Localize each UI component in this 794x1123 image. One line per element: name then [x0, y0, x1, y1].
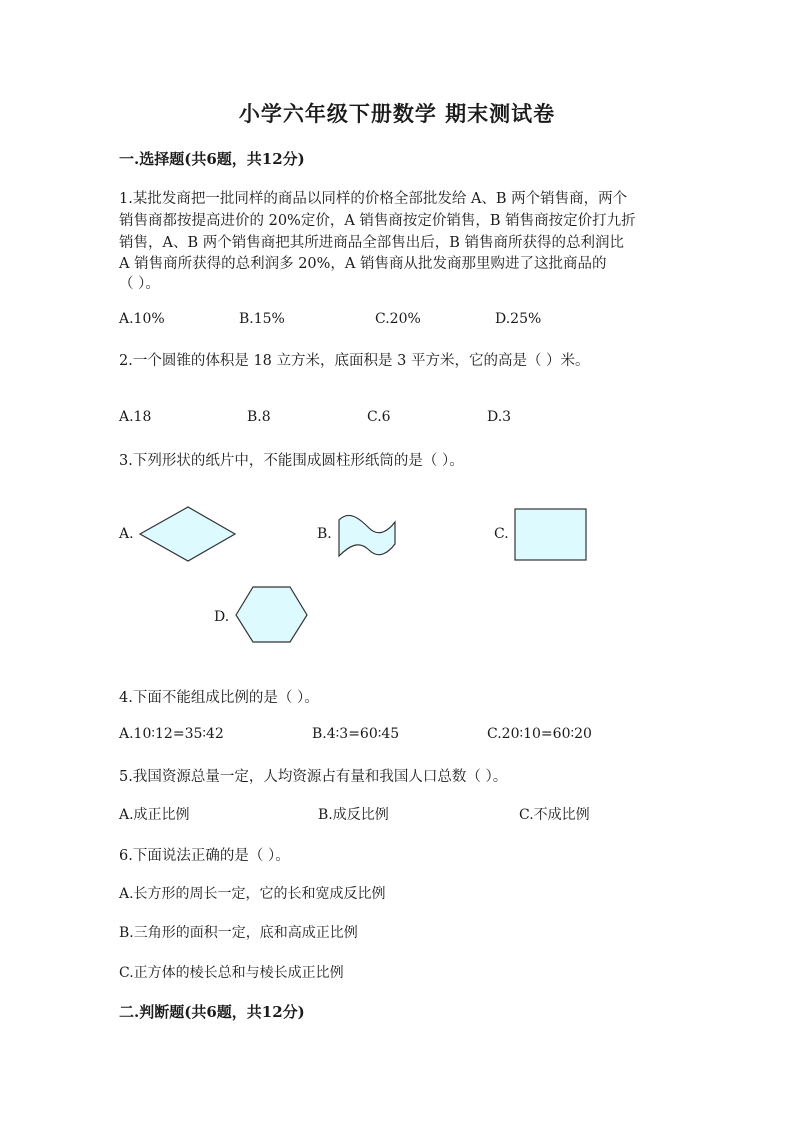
question-1-option-a: A.10%: [119, 311, 165, 327]
question-3-option-d-label: D.: [214, 609, 230, 625]
question-4-option-b: B.4∶3=60∶45: [312, 726, 400, 742]
question-5-option-c: C.不成比例: [519, 807, 590, 823]
page-title: 小学六年级下册数学 期末测试卷: [238, 101, 556, 126]
question-2-option-d: D.3: [487, 409, 512, 425]
question-1-line-2: 销售商都按提高进价的 20%定价，A 销售商按定价销售，B 销售商按定价打九折: [119, 213, 636, 229]
question-3-text: 3.下列形状的纸片中，不能围成圆柱形纸筒的是（ ）。: [119, 453, 464, 469]
section-heading-judgement: 二.判断题(共6题，共12分): [119, 1003, 305, 1021]
question-1-option-c: C.20%: [375, 311, 421, 327]
question-5-option-a: A.成正比例: [119, 807, 190, 823]
question-2-text: 2.一个圆锥的体积是 18 立方米，底面积是 3 平方米，它的高是（ ）米。: [119, 353, 590, 369]
question-6-option-b: B.三角形的面积一定，底和高成正比例: [119, 925, 358, 941]
question-1-line-5: （ ）。: [119, 276, 160, 292]
question-2-option-c: C.6: [367, 409, 391, 425]
question-1-line-4: A 销售商所获得的总利润多 20%，A 销售商从批发商那里购进了这批商品的: [119, 256, 607, 272]
question-3-option-a-label: A.: [119, 526, 134, 542]
hexagon-shape: [235, 586, 309, 644]
question-3-option-b-label: B.: [317, 526, 332, 542]
wavy-flag-shape: [335, 514, 399, 558]
question-1-line-1: 1.某批发商把一批同样的商品以同样的价格全部批发给 A、B 两个销售商，两个: [119, 191, 628, 207]
question-5-option-b: B.成反比例: [318, 807, 389, 823]
question-1-line-3: 销售，A、B 两个销售商把其所进商品全部售出后，B 销售商所获得的总利润比: [119, 235, 624, 251]
question-6-text: 6.下面说法正确的是（ ）。: [119, 848, 290, 864]
question-1-option-d: D.25%: [495, 311, 542, 327]
rectangle-shape: [514, 508, 588, 562]
question-4-option-c: C.20∶10=60∶20: [487, 726, 592, 742]
question-3-option-c-label: C.: [494, 526, 509, 542]
rhombus-shape: [139, 506, 237, 562]
question-5-text: 5.我国资源总量一定，人均资源占有量和我国人口总数（ ）。: [119, 769, 508, 785]
question-1-option-b: B.15%: [239, 311, 285, 327]
question-6-option-c: C.正方体的棱长总和与棱长成正比例: [119, 965, 344, 981]
section-heading-choice: 一.选择题(共6题，共12分): [119, 150, 305, 168]
question-2-option-a: A.18: [119, 409, 152, 425]
question-4-text: 4.下面不能组成比例的是（ ）。: [119, 690, 319, 706]
question-4-option-a: A.10∶12=35∶42: [119, 726, 224, 742]
question-2-option-b: B.8: [247, 409, 271, 425]
question-6-option-a: A.长方形的周长一定，它的长和宽成反比例: [119, 886, 386, 902]
